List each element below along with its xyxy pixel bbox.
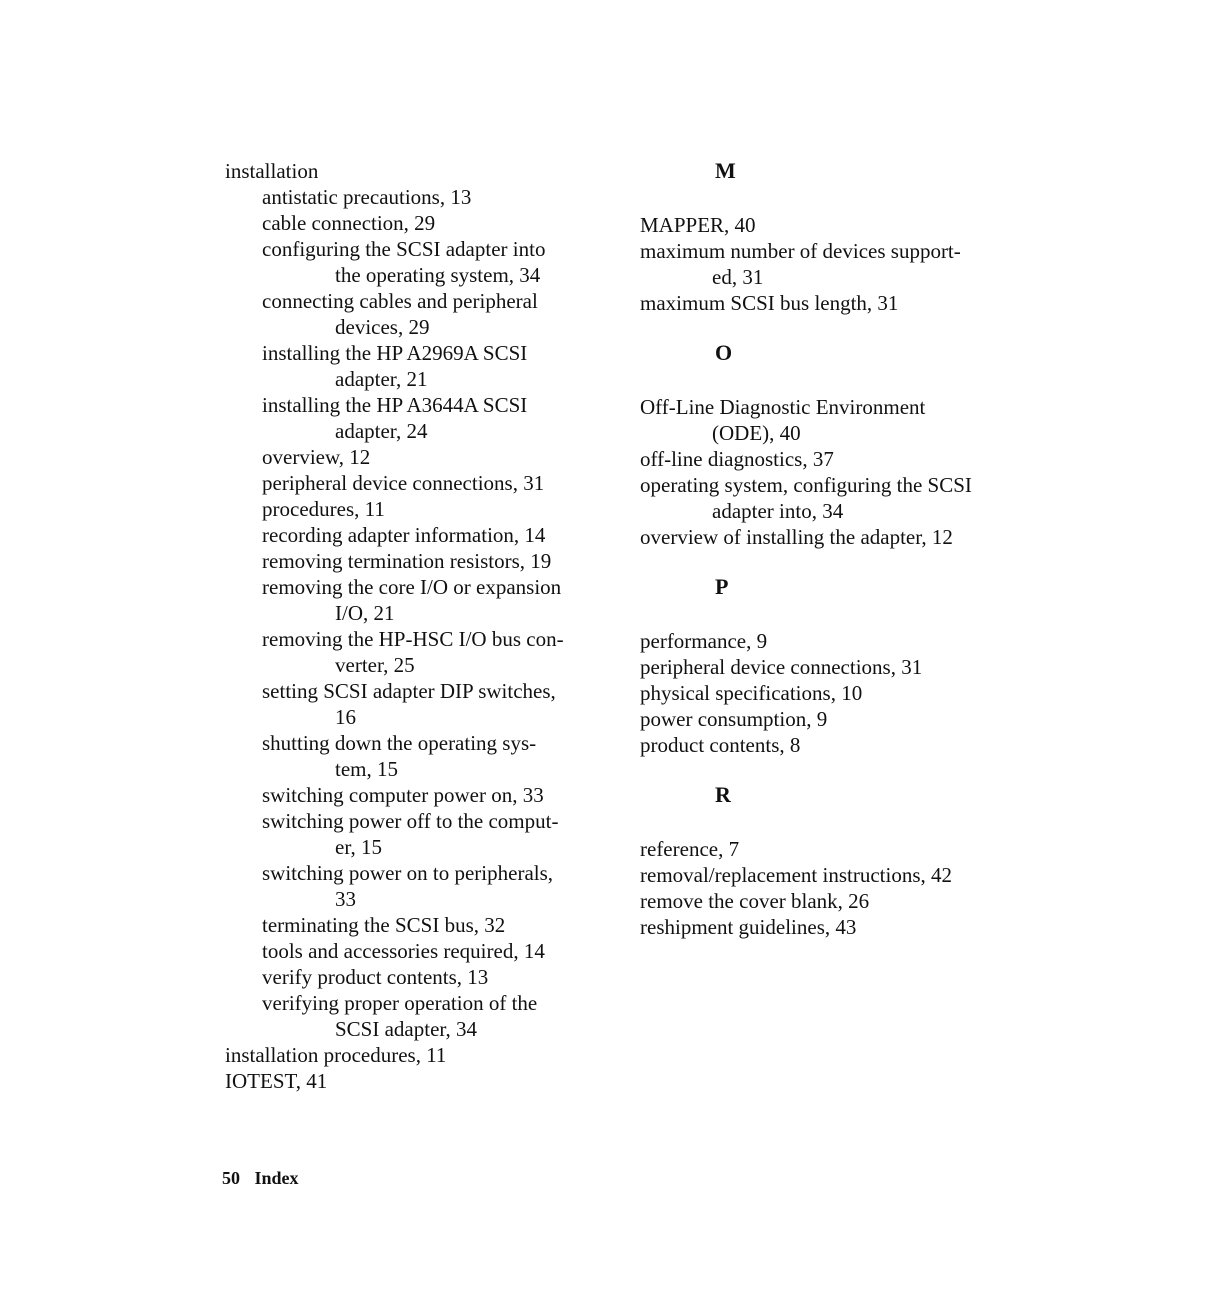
- index-sub-entry-continuation: the operating system, 34: [335, 263, 541, 287]
- index-entry: product contents, 8: [640, 733, 801, 757]
- index-sub-entry: verifying proper operation of the: [262, 991, 538, 1015]
- index-sub-entry: peripheral device connections, 31: [262, 471, 545, 495]
- trailing-entry-list: [225, 1042, 625, 1094]
- index-sub-entry-continuation: 16: [335, 705, 356, 729]
- index-entry: performance, 9: [640, 629, 768, 653]
- section-letter-heading: M: [715, 158, 736, 183]
- index-sub-entry: configuring the SCSI adapter into: [262, 237, 546, 261]
- page-footer: [222, 1168, 299, 1189]
- index-sub-entry-continuation: adapter, 21: [335, 367, 428, 391]
- section-spacer: [640, 758, 1040, 782]
- index-sub-entry: switching power on to peripherals,: [262, 861, 554, 885]
- index-sub-entry: switching computer power on, 33: [262, 783, 544, 807]
- index-sub-entry: tools and accessories required, 14: [262, 939, 545, 963]
- index-entry: reference, 7: [640, 837, 740, 861]
- index-sub-entry: setting SCSI adapter DIP switches,: [262, 679, 556, 703]
- index-entry: operating system, configuring the SCSI: [640, 473, 972, 497]
- index-sub-entry: procedures, 11: [262, 497, 385, 521]
- index-entry: IOTEST, 41: [225, 1069, 328, 1093]
- index-entry: peripheral device connections, 31: [640, 655, 923, 679]
- index-sub-entry: removing termination resistors, 19: [262, 549, 552, 573]
- index-sub-entry: installing the HP A3644A SCSI: [262, 393, 528, 417]
- heading-spacer: [640, 184, 1040, 212]
- index-sub-entry: shutting down the operating sys-: [262, 731, 537, 755]
- index-sub-entry-continuation: tem, 15: [335, 757, 398, 781]
- heading-spacer: [640, 366, 1040, 394]
- index-sub-entry: switching power off to the comput-: [262, 809, 559, 833]
- index-sub-entry: recording adapter information, 14: [262, 523, 546, 547]
- section-spacer: [640, 316, 1040, 340]
- index-sub-entry: cable connection, 29: [262, 211, 436, 235]
- section-spacer: [640, 550, 1040, 574]
- index-entry: off-line diagnostics, 37: [640, 447, 834, 471]
- index-entry: physical specifications, 10: [640, 681, 863, 705]
- index-sub-entry: installing the HP A2969A SCSI: [262, 341, 528, 365]
- section-letter-heading: P: [715, 574, 729, 599]
- section-letter-heading: O: [715, 340, 733, 365]
- index-sub-entry-continuation: er, 15: [335, 835, 382, 859]
- index-sub-entry: connecting cables and peripheral: [262, 289, 538, 313]
- index-sub-entry: terminating the SCSI bus, 32: [262, 913, 506, 937]
- index-entry: reshipment guidelines, 43: [640, 915, 857, 939]
- index-entry-continuation: ed, 31: [712, 265, 764, 289]
- index-sub-entry-continuation: SCSI adapter, 34: [335, 1017, 478, 1041]
- index-sub-entry: overview, 12: [262, 445, 371, 469]
- index-sub-entry-continuation: adapter, 24: [335, 419, 428, 443]
- index-sub-entry-continuation: verter, 25: [335, 653, 415, 677]
- index-sub-entry-continuation: 33: [335, 887, 356, 911]
- index-entry-continuation: adapter into, 34: [712, 499, 844, 523]
- heading-spacer: [640, 600, 1040, 628]
- sub-entry-list: [225, 184, 625, 1042]
- index-entry: maximum SCSI bus length, 31: [640, 291, 899, 315]
- index-entry: remove the cover blank, 26: [640, 889, 870, 913]
- index-entry: power consumption, 9: [640, 707, 828, 731]
- index-entry-continuation: (ODE), 40: [712, 421, 801, 445]
- heading-spacer: [640, 808, 1040, 836]
- index-entry: installation procedures, 11: [225, 1043, 447, 1067]
- index-sub-entry-continuation: I/O, 21: [335, 601, 395, 625]
- index-entry: overview of installing the adapter, 12: [640, 525, 953, 549]
- index-entry: MAPPER, 40: [640, 213, 756, 237]
- index-sub-entry: removing the HP-HSC I/O bus con-: [262, 627, 564, 651]
- index-column-left: [225, 158, 625, 1094]
- page-number: 50: [222, 1168, 240, 1188]
- index-sub-entry: removing the core I/O or expansion: [262, 575, 562, 599]
- index-entry: maximum number of devices support-: [640, 239, 961, 263]
- footer-section-title: Index: [254, 1168, 299, 1188]
- index-sub-entry: antistatic precautions, 13: [262, 185, 472, 209]
- section-letter-heading: R: [715, 782, 731, 807]
- index-entry: Off-Line Diagnostic Environment: [640, 395, 926, 419]
- index-column-right: [640, 158, 1040, 940]
- index-entry: removal/replacement instructions, 42: [640, 863, 952, 887]
- index-sub-entry: verify product contents, 13: [262, 965, 489, 989]
- index-main-entry: installation: [225, 159, 319, 183]
- index-sub-entry-continuation: devices, 29: [335, 315, 430, 339]
